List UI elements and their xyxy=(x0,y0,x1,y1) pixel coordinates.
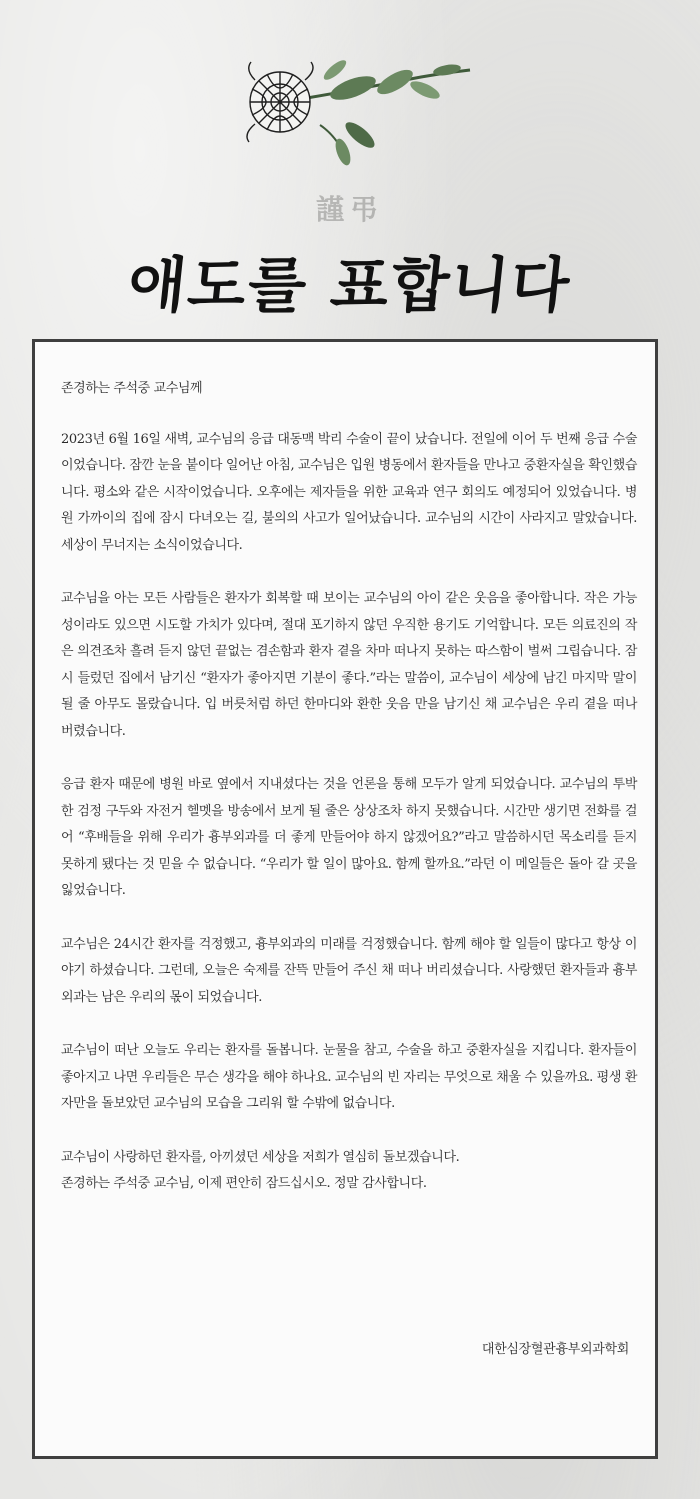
subtitle-hanja: 謹弔 xyxy=(315,193,384,226)
page-title: 애도를 표합니다 xyxy=(124,251,575,321)
letter-paragraph-5: 교수님이 떠난 오늘도 우리는 환자를 돌봅니다. 눈물을 참고, 수술을 하고 중환자실을 지킵니다. 환자들이 좋아지고 나면 우리들은 무슨 생각을 해야 하나요. 교수님의 빈 자리는 무엇으로 채울 수 있을까요. 평생 환자만을 돌보았던 교수님의 모습을 그리워 할 수밖에 없습니다. xyxy=(61,1043,637,1111)
letter-closing-line-1: 교수님이 사랑하던 환자를, 아끼셨던 세상을 저희가 열심히 돌보겠습니다. xyxy=(61,1149,460,1165)
letter-paragraph-4: 교수님은 24시간 환자를 걱정했고, 흉부외과의 미래를 걱정했습니다. 함께 해야 할 일들이 많다고 항상 이야기 하셨습니다. 그런데, 오늘은 숙제를 잔뜩 만들어 주신 채 떠나 버리셨습니다. 사랑했던 환자들과 흉부외과는 남은 우리의 몫이 되었습니다. xyxy=(61,936,637,1005)
letter-paragraph-2: 교수님을 아는 모든 사람들은 환자가 회복할 때 보이는 교수님의 아이 같은 웃음을 좋아합니다. 작은 가능성이라도 있으면 시도할 가치가 있다며, 절대 포기하지 않던 우직한 용기도 기억합니다. 모든 의료진의 작은 의견조차 흘려 듣지 않던 끝없는 겸손함과 환자 곁을 차마 떠나지 못하는 따스함이 벌써 그립습니다. 잠시 들렀던 집에서 남기신 “환자가 좋아지면 기분이 좋다.”라는 말씀이, 교수님이 세상에 남긴 마지막 말이 될 줄 아무도 몰랐습니다. 입 버릇처럼 하던 한마디와 환한 웃음 만을 남기신 채 교수님은 우리 곁을 떠나 버렸습니다. xyxy=(61,591,637,739)
letter-paragraph-3: 응급 환자 때문에 병원 바로 옆에서 지내셨다는 것을 언론을 통해 모두가 알게 되었습니다. 교수님의 투박한 검정 구두와 자전거 헬멧을 방송에서 보게 될 줄은 상상조차 하지 못했습니다. 시간만 생기면 전화를 걸어 “후배들을 위해 우리가 흉부외과를 더 좋게 만들어야 하지 않겠어요?”라고 말씀하시던 목소리를 듣지 못하게 됐다는 것 믿을 수 없습니다. “우리가 할 일이 많아요. 함께 할까요.”라던 이 메일들은 돌아 갈 곳을 잃었습니다. xyxy=(61,777,637,898)
letter-greeting: 존경하는 주석중 교수님께 xyxy=(61,381,203,396)
memorial-header xyxy=(0,0,700,340)
letter-paragraph-1: 2023년 6월 16일 새벽, 교수님의 응급 대동맥 박리 수술이 끝이 났습니다. 전일에 이어 두 번째 응급 수술이었습니다. 잠깐 눈을 붙이다 일어난 아침, 교수님은 입원 병동에서 환자들을 만나고 중환자실을 확인했습니다. 평소와 같은 시작이었습니다. 오후에는 제자들을 위한 교육과 연구 회의도 예정되어 있었습니다. 병원 가까이의 집에 잠시 다녀오는 길, 불의의 사고가 일어났습니다. 교수님의 시간이 사라지고 말았습니다. 세상이 무너지는 소식이었습니다. xyxy=(61,431,637,553)
condolence-letter xyxy=(32,339,658,1459)
letter-body xyxy=(61,376,637,1198)
letter-closing-line-2: 존경하는 주석중 교수님, 이제 편안히 잠드십시오. 정말 감사합니다. xyxy=(61,1176,427,1191)
chrysanthemum-icon xyxy=(225,40,475,170)
letter-signature: 대한심장혈관흉부외과학회 xyxy=(481,1342,629,1357)
